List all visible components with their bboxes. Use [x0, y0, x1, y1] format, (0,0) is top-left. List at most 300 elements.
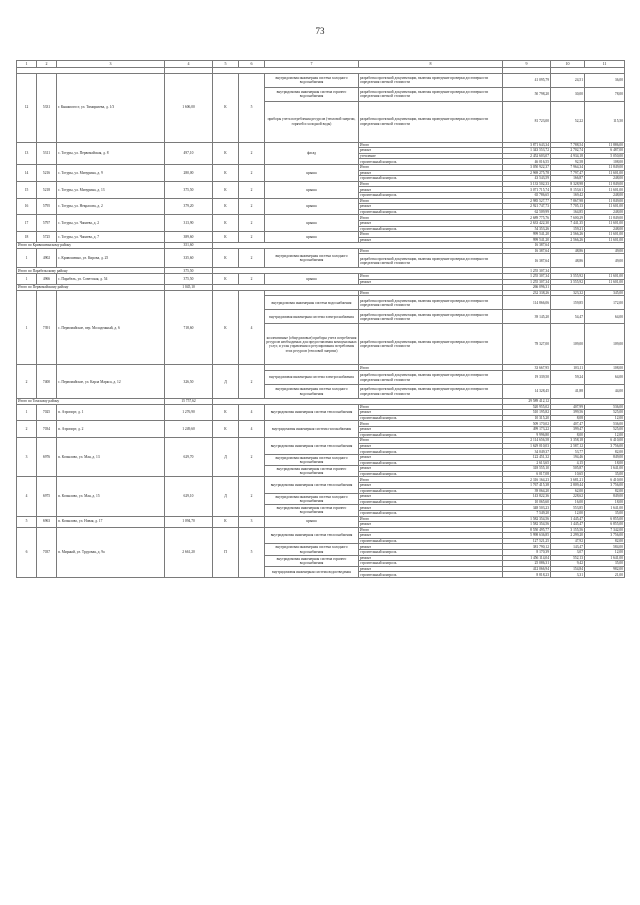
work-type: строительный контроль [359, 561, 503, 567]
max-unit-cost: 11 601,00 [585, 204, 625, 210]
max-unit-cost: 12,00 [585, 432, 625, 438]
work-type: строительный контроль [359, 209, 503, 215]
wall-material: К [213, 232, 239, 243]
work-type: разработка проектной документации, включая проведение проверки достоверности определения сметной стоимости [359, 324, 503, 365]
row-number: 15 [17, 181, 37, 198]
work-type: ремонт [359, 410, 503, 416]
house-area: 280,00 [165, 164, 213, 181]
work-sum: 520 955,02 [503, 404, 551, 410]
max-unit-cost: 584,00 [585, 544, 625, 550]
work-sum: 1 255 307,34 [503, 279, 551, 285]
work-type: разработка проектной документации, включая проведение проверки достоверности определения сметной стоимости [359, 254, 503, 268]
work-type: ремонт [359, 279, 503, 285]
max-unit-cost: 49,00 [585, 254, 625, 268]
wall-material: К [213, 290, 239, 365]
row-number: 2 [17, 421, 37, 438]
work-type: ремонт [359, 494, 503, 500]
row-number: 2 [17, 365, 37, 399]
max-unit-cost: 35,00 [585, 561, 625, 567]
table-row [17, 215, 625, 221]
district-total-label: Итого по Первомайскому району [17, 285, 165, 291]
row-number: 6 [17, 527, 37, 577]
unit-cost: 2 566,26 [551, 237, 585, 243]
work-name: внутридомовая инженерная система холодного водоснабжения [265, 73, 359, 87]
work-sum: 39 064,20 [503, 488, 551, 494]
work-sum: 999 541,20 [503, 237, 551, 243]
table-row [17, 438, 625, 444]
unit-cost: 53,77 [551, 449, 585, 455]
row-number: 12 [17, 73, 37, 142]
work-sum: 232 338,26 [503, 290, 551, 296]
unit-cost: 169,42 [551, 192, 585, 198]
unit-cost: 52,22 [551, 101, 585, 142]
max-unit-cost: 536,00 [585, 404, 625, 410]
house-code: 7391 [37, 290, 57, 365]
floor-count: 2 [239, 274, 265, 285]
max-unit-cost: 982,00 [585, 566, 625, 572]
max-unit-cost: 11 601,00 [585, 232, 625, 238]
house-code: 5311 [37, 142, 57, 164]
work-type: Итого [359, 290, 503, 296]
table-row [17, 516, 625, 522]
table-row [17, 164, 625, 170]
work-sum: 50 798,20 [503, 87, 551, 101]
work-name: внутридомовая инженерная система теплоснабжения [265, 438, 359, 455]
work-name: внутридомовая инженерная система горячего водоснабжения [265, 87, 359, 101]
max-unit-cost: 82,00 [585, 538, 625, 544]
unit-cost: 505,87 [551, 466, 585, 472]
work-sum: 62 509,99 [503, 209, 551, 215]
floor-count: 4 [239, 404, 265, 421]
work-type: Итого [359, 477, 503, 483]
max-unit-cost: 3 756,00 [585, 533, 625, 539]
house-address: п. Копылово, ул. Новая, д. 17 [57, 516, 165, 527]
district-total-label: Итого по Парабельскому району [17, 268, 165, 274]
floor-count: 2 [239, 232, 265, 243]
max-unit-cost: 248,00 [585, 209, 625, 215]
work-type: Итого [359, 404, 503, 410]
house-area: 379,20 [165, 198, 213, 215]
work-type: ремонт [359, 443, 503, 449]
wall-material: К [213, 215, 239, 232]
unit-cost: 3 155,56 [551, 527, 585, 533]
table-row [17, 232, 625, 238]
unit-cost: 48,86 [551, 248, 585, 254]
max-unit-cost: 78,00 [585, 87, 625, 101]
work-sum: 14 328,45 [503, 385, 551, 399]
unit-cost: 166,87 [551, 176, 585, 182]
work-sum: 3 071 715,74 [503, 187, 551, 193]
row-number: 4 [17, 477, 37, 516]
house-area: 1 249,60 [165, 421, 213, 438]
unit-cost: 407,47 [551, 421, 585, 427]
max-unit-cost: 248,00 [585, 226, 625, 232]
unit-cost: 3 358,18 [551, 438, 585, 444]
max-unit-cost: 248,00 [585, 192, 625, 198]
unit-cost: 3,07 [551, 550, 585, 556]
work-name: внутридомовая инженерная система электроснабжения [265, 310, 359, 324]
table-row [17, 198, 625, 204]
work-type: ремонт [359, 505, 503, 511]
work-type: строительный контроль [359, 415, 503, 421]
unit-cost: 7 600,29 [551, 215, 585, 221]
district-total-sum: 29 589 412,12 [503, 399, 551, 405]
unit-cost: 164,85 [551, 209, 585, 215]
work-type: Итого [359, 421, 503, 427]
unit-cost: 7 797,47 [551, 170, 585, 176]
unit-cost: 159,85 [551, 296, 585, 310]
work-type: ремонт [359, 544, 503, 550]
work-name: коллективные (общедомовые) приборы учета потребления ресурсов необходимых для предоставления коммунальных услуг, и узлы управления и регулирования потребления этих ресурсов (тепловой энергии) [265, 324, 359, 365]
unit-cost: 92,58 [551, 159, 585, 165]
house-address: с. Парабель, ул. Советская, д. 54 [57, 274, 165, 285]
work-type: строительный контроль [359, 159, 503, 165]
wall-material: К [213, 404, 239, 421]
wall-material: К [213, 164, 239, 181]
district-total-sum: 1 255 307,34 [503, 268, 551, 274]
work-type: строительный контроль [359, 488, 503, 494]
max-unit-cost: 82,00 [585, 488, 625, 494]
district-total-area: 351,60 [165, 243, 213, 249]
work-sum: 1 343 553,72 [503, 148, 551, 154]
max-unit-cost: 849,00 [585, 454, 625, 460]
work-sum: 10 315,20 [503, 415, 551, 421]
row-number: 1 [17, 248, 37, 268]
work-sum: 510 195,82 [503, 410, 551, 416]
max-unit-cost: 11 849,00 [585, 198, 625, 204]
district-total-sum: 266 096,31 [503, 285, 551, 291]
work-sum: 78 327,00 [503, 324, 551, 365]
max-unit-cost: 11 601,00 [585, 237, 625, 243]
work-name: крыша [265, 198, 359, 215]
work-sum: 318 555,10 [503, 466, 551, 472]
column-header: 1 [17, 61, 37, 68]
work-sum: 16 387,64 [503, 248, 551, 254]
work-sum: 114 866,06 [503, 296, 551, 310]
max-unit-cost: 1 641,00 [585, 505, 625, 511]
floor-count: 2 [239, 438, 265, 477]
work-sum: 7 549,20 [503, 510, 551, 516]
work-type: ремонт [359, 204, 503, 210]
unit-cost: 2 587,12 [551, 443, 585, 449]
max-unit-cost: 11 849,00 [585, 181, 625, 187]
work-sum: 8 550 495,77 [503, 527, 551, 533]
max-unit-cost: 18,00 [585, 460, 625, 466]
unit-cost: 24,51 [551, 73, 585, 87]
work-sum: 19 339,50 [503, 371, 551, 385]
house-code: 5216 [37, 164, 57, 181]
wall-material: К [213, 73, 239, 142]
unit-cost: 4,15 [551, 460, 585, 466]
wall-material: К [213, 198, 239, 215]
house-address: с. Тотуры, ул. Первомайская, д. 8 [57, 142, 165, 164]
work-type: утепление [359, 153, 503, 159]
wall-material: К [213, 516, 239, 527]
max-unit-cost: 35,00 [585, 510, 625, 516]
house-address: с. Тотуры, ул. Некрасова, д. 2 [57, 198, 165, 215]
floor-count: 2 [239, 248, 265, 268]
floor-count: 4 [239, 421, 265, 438]
work-sum: 381 790,12 [503, 544, 551, 550]
house-area: 629,10 [165, 477, 213, 516]
work-name: внутридомовая инженерная система холодного водоснабжения [265, 544, 359, 555]
work-sum: 16 387,64 [503, 254, 551, 268]
table-row [17, 404, 625, 410]
house-address: п. Копылово, ул. Мая, д. 15 [57, 477, 165, 516]
work-type: разработка проектной документации, включая проведение проверки достоверности определения сметной стоимости [359, 87, 503, 101]
column-header: 11 [585, 61, 625, 68]
floor-count: 2 [239, 365, 265, 399]
row-number: 14 [17, 164, 37, 181]
repair-program-table [16, 60, 625, 578]
house-area: 1 276,90 [165, 404, 213, 421]
house-address: с. Тотуры, ул. Мичурина, д. 13 [57, 181, 165, 198]
max-unit-cost: 109,00 [585, 324, 625, 365]
house-area: 497,10 [165, 142, 213, 164]
work-type: ремонт [359, 220, 503, 226]
max-unit-cost: 11 849,00 [585, 215, 625, 221]
house-code: 5331 [37, 73, 57, 142]
work-sum: 1 456 114,04 [503, 555, 551, 561]
unit-cost: 16,00 [551, 499, 585, 505]
house-code: 7025 [37, 404, 57, 421]
work-name: крыша [265, 274, 359, 285]
unit-cost: 41,88 [551, 385, 585, 399]
work-type: строительный контроль [359, 460, 503, 466]
house-code: 4902 [37, 248, 57, 268]
max-unit-cost: 3 756,00 [585, 482, 625, 488]
column-header: 2 [37, 61, 57, 68]
max-unit-cost: 11 601,00 [585, 220, 625, 226]
table-row [17, 477, 625, 483]
max-unit-cost: 21,00 [585, 572, 625, 578]
work-name: приборы учета потребления ресурсов (тепловой энергии, горячей и холодной воды) [265, 101, 359, 142]
column-header: 4 [165, 61, 213, 68]
house-area: 1 094,70 [165, 516, 213, 527]
max-unit-cost: 5 050,00 [585, 153, 625, 159]
work-name: внутридомовая инженерная система холодного водоснабжения [265, 454, 359, 465]
work-sum: 499 173,22 [503, 427, 551, 433]
unit-cost: 30,00 [551, 87, 585, 101]
max-unit-cost: 11 849,00 [585, 164, 625, 170]
work-sum: 39 145,20 [503, 310, 551, 324]
work-name: внутридомовая инженерная система холодного водоснабжения [265, 494, 359, 505]
max-unit-cost: 64,00 [585, 310, 625, 324]
max-unit-cost: 36,00 [585, 73, 625, 87]
work-type: строительный контроль [359, 176, 503, 182]
max-unit-cost: 108,00 [585, 159, 625, 165]
wall-material: К [213, 274, 239, 285]
max-unit-cost: 6 855,00 [585, 516, 625, 522]
table-row [17, 421, 625, 427]
unit-cost: 194,46 [551, 454, 585, 460]
house-address: п. Копылово, ул. Мая, д. 13 [57, 438, 165, 477]
work-sum: 2 613,65 [503, 460, 551, 466]
house-area: 326,50 [165, 365, 213, 399]
work-type: строительный контроль [359, 192, 503, 198]
floor-count: 5 [239, 73, 265, 142]
work-type: строительный контроль [359, 499, 503, 505]
unit-cost: 228,62 [551, 494, 585, 500]
max-unit-cost: 11 886,00 [585, 142, 625, 148]
district-total-area: 1 045,10 [165, 285, 213, 291]
floor-count: 4 [239, 290, 265, 365]
work-type: строительный контроль [359, 572, 503, 578]
row-number: 13 [17, 142, 37, 164]
house-area: 375,50 [165, 181, 213, 198]
unit-cost: 407,99 [551, 404, 585, 410]
work-type: Итого [359, 215, 503, 221]
unit-cost: 109,00 [551, 324, 585, 365]
work-type: ремонт [359, 170, 503, 176]
unit-cost: 143,47 [551, 544, 585, 550]
work-type: Итого [359, 516, 503, 522]
house-area: 1 606,00 [165, 73, 213, 142]
work-type: Итого [359, 232, 503, 238]
unit-cost: 154,84 [551, 566, 585, 572]
work-sum: 412 066,94 [503, 566, 551, 572]
page-number: 73 [315, 26, 325, 36]
wall-material: К [213, 181, 239, 198]
work-name: внутридомовая инженерная система теплоснабжения [265, 404, 359, 421]
unit-cost: 4 934,18 [551, 153, 585, 159]
work-type: строительный контроль [359, 471, 503, 477]
house-address: с. Первомайское, ул. Карла Маркса, д. 12 [57, 365, 165, 399]
row-number: 3 [17, 438, 37, 477]
district-total-area: 15 757,62 [165, 399, 213, 405]
district-total-label: Итого по Томскому району [17, 399, 165, 405]
work-type: разработка проектной документации, включая проведение проверки достоверности определения сметной стоимости [359, 371, 503, 385]
work-sum: 10 065,60 [503, 499, 551, 505]
unit-cost: 3 555,92 [551, 274, 585, 280]
house-address: с. Кривошеино, ул. Кирова, д. 25 [57, 248, 165, 268]
house-address: с. Тотуры, ул. Мичурина, д. 9 [57, 164, 165, 181]
work-type: ремонт [359, 427, 503, 433]
unit-cost: 8,00 [551, 432, 585, 438]
max-unit-cost: 6 487,00 [585, 148, 625, 154]
max-unit-cost: 849,00 [585, 494, 625, 500]
work-name: внутридомовая инженерная система горячего водоснабжения [265, 555, 359, 566]
house-code: 6976 [37, 438, 57, 477]
work-type: строительный контроль [359, 432, 503, 438]
max-unit-cost: 6 410,00 [585, 438, 625, 444]
unit-cost: 7 964,34 [551, 164, 585, 170]
work-sum: 509 170,02 [503, 421, 551, 427]
unit-cost: 48,86 [551, 254, 585, 268]
floor-count: 2 [239, 142, 265, 164]
max-unit-cost: 18,00 [585, 499, 625, 505]
max-unit-cost: 1 641,00 [585, 555, 625, 561]
unit-cost: 3 555,92 [551, 279, 585, 285]
house-code: 5218 [37, 181, 57, 198]
wall-material: К [213, 248, 239, 268]
unit-cost: 7 867,98 [551, 198, 585, 204]
house-address: с. Тотуры, ул. Чапаева, д. 7 [57, 232, 165, 243]
work-type: Итого [359, 248, 503, 254]
work-type: ремонт [359, 187, 503, 193]
floor-count: 2 [239, 181, 265, 198]
work-sum: 1 629 010,03 [503, 443, 551, 449]
unit-cost: 8,08 [551, 415, 585, 421]
unit-cost: 552,13 [551, 555, 585, 561]
work-sum: 122 451,32 [503, 454, 551, 460]
house-area: 375,50 [165, 274, 213, 285]
row-number: 1 [17, 274, 37, 285]
district-total-sum: 16 387,64 [503, 243, 551, 249]
work-sum: 5 998 636,85 [503, 533, 551, 539]
work-type: строительный контроль [359, 550, 503, 556]
work-type: Итого [359, 181, 503, 187]
work-sum: 65 786,65 [503, 192, 551, 198]
house-area: 389,60 [165, 232, 213, 243]
row-number: 5 [17, 516, 37, 527]
max-unit-cost: 1 641,00 [585, 466, 625, 472]
work-type: Итого [359, 438, 503, 444]
max-unit-cost: 12,00 [585, 415, 625, 421]
work-sum: 25 086,31 [503, 561, 551, 567]
work-name: внутридомовая инженерная система горячего водоснабжения [265, 505, 359, 516]
house-code: 7400 [37, 365, 57, 399]
work-sum: 2 921 747,73 [503, 204, 551, 210]
work-type: строительный контроль [359, 510, 503, 516]
work-name: внутридомовая инженерная система водоотведения [265, 566, 359, 577]
column-header: 9 [503, 61, 551, 68]
district-total-label: Итого по Кривошеинскому району [17, 243, 165, 249]
work-type: ремонт [359, 237, 503, 243]
house-code: 6975 [37, 477, 57, 516]
work-name: крыша [265, 215, 359, 232]
work-sum: 2 633 422,30 [503, 220, 551, 226]
work-sum: 43 543,59 [503, 176, 551, 182]
max-unit-cost: 12,00 [585, 550, 625, 556]
work-name: фасад [265, 142, 359, 164]
column-header: 6 [239, 61, 265, 68]
unit-cost: 12,00 [551, 510, 585, 516]
row-number: 1 [17, 404, 37, 421]
work-type: ремонт [359, 482, 503, 488]
house-address: с. Тотуры, ул. Чапаева, д. 2 [57, 215, 165, 232]
floor-count: 5 [239, 527, 265, 577]
table-row [17, 73, 625, 87]
column-header: 10 [551, 61, 585, 68]
unit-cost: 8 153,61 [551, 187, 585, 193]
work-sum: 999 541,20 [503, 232, 551, 238]
max-unit-cost: 11 601,00 [585, 187, 625, 193]
max-unit-cost: 345,00 [585, 290, 625, 296]
work-type: ремонт [359, 566, 503, 572]
column-header-row [17, 61, 625, 68]
column-header: 5 [213, 61, 239, 68]
max-unit-cost: 3 756,00 [585, 443, 625, 449]
max-unit-cost: 35,00 [585, 471, 625, 477]
work-type: разработка проектной документации, включая проведение проверки достоверности определения сметной стоимости [359, 296, 503, 310]
table-row [17, 274, 625, 280]
work-name: внутридомовая инженерная система горячего водоснабжения [265, 466, 359, 477]
work-name: крыша [265, 181, 359, 198]
max-unit-cost: 11 601,00 [585, 274, 625, 280]
work-type: ремонт [359, 533, 503, 539]
unit-cost: 323,32 [551, 290, 585, 296]
floor-count: 3 [239, 516, 265, 527]
work-type: разработка проектной документации, включая проведение проверки достоверности определения сметной стоимости [359, 310, 503, 324]
row-number: 17 [17, 215, 37, 232]
house-area: 313,90 [165, 215, 213, 232]
max-unit-cost: 7 342,00 [585, 527, 625, 533]
max-unit-cost: 49,00 [585, 248, 625, 254]
wall-material: Д [213, 438, 239, 477]
max-unit-cost: 115,50 [585, 101, 625, 142]
max-unit-cost: 525,00 [585, 410, 625, 416]
